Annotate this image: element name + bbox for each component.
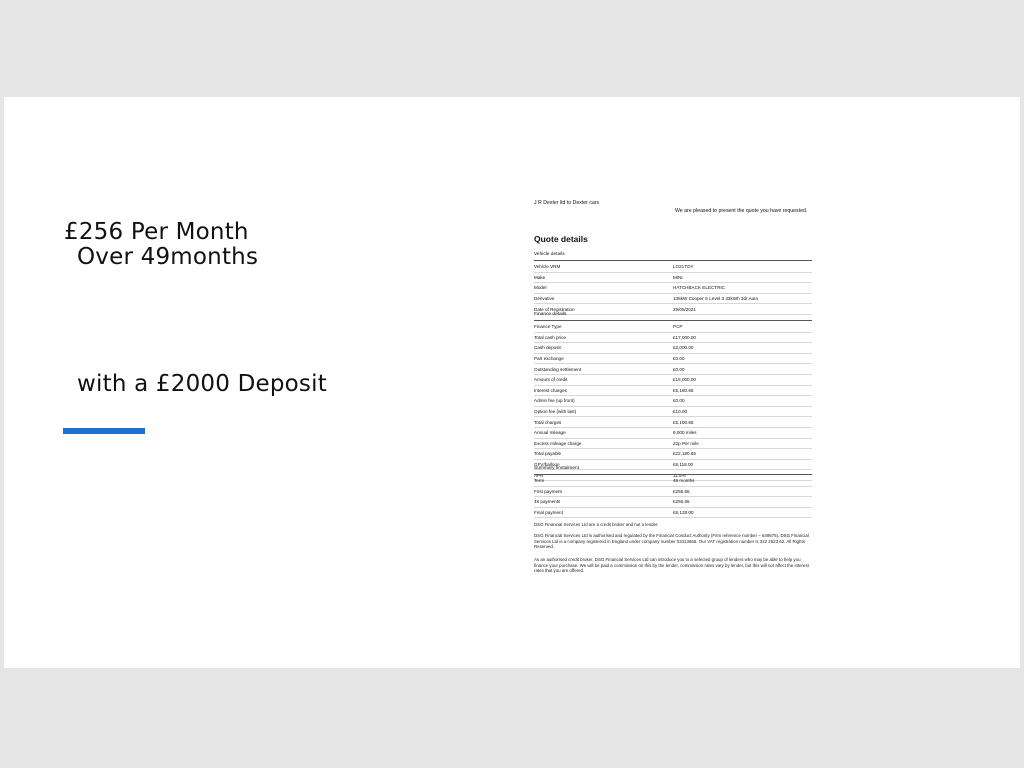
section-divider [534,474,812,475]
term-text: Over 49months [77,244,259,270]
table-row [534,343,812,354]
deposit-text: with a £2000 Deposit [77,371,327,397]
finance-details-section [534,312,812,484]
section-divider [534,260,812,261]
row-value: £10.00 [673,409,688,415]
row-value: MINI [673,274,683,280]
row-label: Derivative [534,296,555,302]
row-label: Admin fee (up front) [534,398,575,404]
row-label: Vehicle VRM [534,264,561,270]
row-value: £17,000.00 [673,334,696,340]
table-row [534,428,812,439]
table-row [534,439,812,450]
table-row [534,386,812,397]
table-row [534,273,812,284]
table-row [534,364,812,375]
row-label: Make [534,274,546,280]
row-label: Interest charges [534,387,567,393]
row-value: £0.00 [673,398,685,404]
row-label: Amount of credit [534,377,568,383]
row-value: £256.65 [673,499,690,505]
row-value: £0.00 [673,356,685,362]
row-label: Part exchange [534,356,564,362]
row-value: 22p Per mile [673,440,699,446]
row-value: 49 months [673,478,695,484]
row-value: 8,000 miles [673,430,697,436]
row-label: Term [534,478,545,484]
table-row [534,294,812,305]
row-label: Finance Type [534,324,562,330]
row-label: Model [534,285,547,291]
row-value: 29/05/2021 [673,306,696,312]
table-row [534,449,812,460]
table-row [534,283,812,294]
row-label: Final payment [534,510,563,516]
row-value: £8,118.00 [673,462,694,468]
row-label: Date of Registration [534,306,575,312]
table-row [534,262,812,273]
row-label: Outstanding settlement [534,366,582,372]
table-row [534,407,812,418]
regulatory-notice: DSG Financial Services Ltd is authorised and regulated by the Financial Conduct Authority (Firm reference number – 649875). DSG Financial Services Ltd is a company registered in England under company number 02313665. Our VAT registration number is 322 2523 62. All Rights Reserved. [534,533,809,550]
table-row [534,497,812,508]
row-value: £8,128.00 [673,510,694,516]
row-value: 11.5% [673,472,686,478]
row-label: Total charges [534,419,562,425]
quote-title: Quote details [534,234,588,244]
vehicle-details-heading: Vehicle details [534,252,565,257]
row-value: £2,000.00 [673,345,694,351]
broker-disclaimer: DSG Financial Services Ltd are a credit broker and not a lender. [534,522,659,527]
quote-from: J R Dexter ltd to Dexter cars [534,200,600,206]
monthly-price-text: £256 Per Month [64,219,249,245]
row-label: Annual mileage [534,430,566,436]
finance-details-heading: Finance details [534,312,567,317]
table-row [534,375,812,386]
row-value: LO21TOY [673,264,694,270]
row-label: Excess mileage charge [534,440,582,446]
finance-details-table [534,322,812,484]
table-row [534,354,812,365]
row-label: 48 payments [534,499,561,505]
table-row [534,396,812,407]
vehicle-details-table [534,262,812,315]
row-value: £5,180.65 [673,387,694,393]
row-value: £0.00 [673,366,685,372]
quote-intro: We are pleased to present the quote you have requested. [675,208,808,214]
slide-page [4,97,1020,668]
row-label: APR [534,472,544,478]
table-row [534,322,812,333]
row-value: £22,190.65 [673,451,696,457]
row-value: £15,000.00 [673,377,696,383]
row-value: £256.65 [673,488,690,494]
row-value: PCP [673,324,683,330]
row-label: Cash deposit [534,345,561,351]
table-row [534,487,812,498]
table-row [534,508,812,519]
row-value: HATCHBACK ELECTRIC [673,285,725,291]
row-value: £5,190.65 [673,419,694,425]
table-row [534,476,812,487]
summary-table [534,476,812,518]
row-label: First payment [534,488,562,494]
row-label: GFV/balloon [534,462,560,468]
section-divider [534,320,812,321]
accent-bar [63,428,145,434]
table-row [534,417,812,428]
commission-notice: As an authorised credit broker, DSG Financial Services Ltd can introduce you to a selected group of lenders who may be able to help you finance your purchase. We will be paid a commission on this by the lender, commission rates vary by lender, but this will not affect the interest rates that you are offered. [534,557,809,574]
row-label: Total payable [534,451,562,457]
summary-heading: Summary finstalment [534,466,580,471]
table-row [534,333,812,344]
row-value: 135kW Cooper S Level 3 33kWh 3dr Auto [673,296,759,302]
vehicle-details-section [534,252,812,315]
row-label: Option fee (with last) [534,409,577,415]
summary-section [534,466,812,518]
row-label: Total cash price [534,334,566,340]
